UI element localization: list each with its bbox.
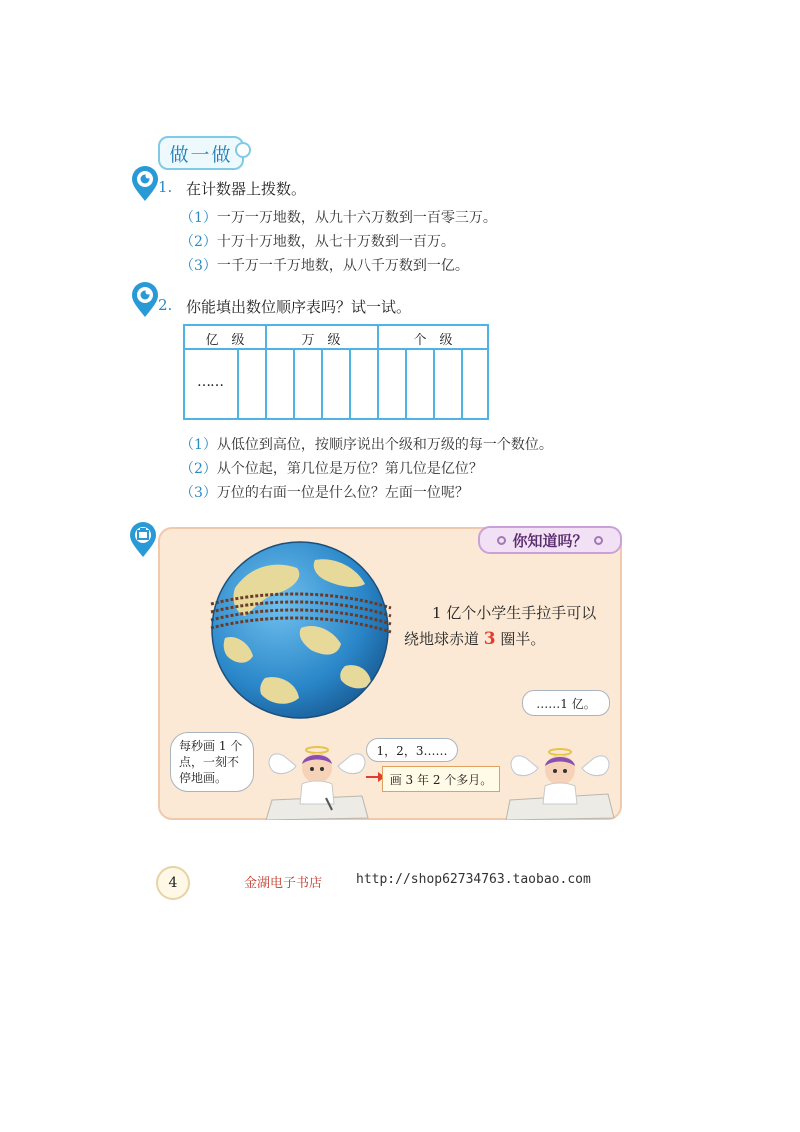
q2-number: 2. — [158, 296, 173, 314]
q1-number: 1. — [158, 178, 173, 196]
badge-dot-icon — [594, 536, 603, 545]
q1-item-2 — [180, 231, 455, 251]
speech-bubble-left-text: 每秒画 1 个点，一刻不停地画。 — [179, 739, 243, 785]
info-marker-icon — [128, 522, 158, 558]
table-divider — [405, 348, 407, 418]
group-yi-label: 亿 级 — [205, 332, 245, 348]
globe-illustration — [205, 538, 395, 722]
group-wan-label: 万 级 — [301, 332, 341, 348]
duration-box-text: 画 3 年 2 个多月。 — [389, 772, 493, 787]
speech-bubble-left — [170, 732, 254, 792]
duration-box — [382, 766, 500, 792]
q1-item-1-text: 一万一万地数，从九十六万数到一百零三万。 — [216, 210, 497, 226]
angel-illustration — [262, 742, 372, 820]
section-tag — [158, 136, 244, 170]
table-divider — [461, 348, 463, 418]
question-marker-icon — [130, 166, 160, 202]
fact-line-1: 1 亿个小学生手拉手可以 — [432, 604, 597, 622]
q2-item-1-number: （1） — [180, 437, 217, 453]
q1-item-3-text: 一千万一千万地数，从八千万数到一亿。 — [216, 258, 469, 274]
badge-dot-icon — [497, 536, 506, 545]
fact-line-2-pre: 绕地球赤道 — [404, 630, 484, 648]
q1-text: 在计数器上拨数。 — [186, 180, 307, 198]
speech-bubble-end-text: ……1 亿。 — [536, 696, 596, 711]
q2-item-1 — [180, 434, 553, 454]
table-divider — [321, 348, 323, 418]
footer-shop-name: 金湖电子书店 — [244, 876, 323, 891]
q1-item-3 — [180, 255, 469, 275]
q1-item-1-number: （1） — [180, 210, 217, 226]
q1-item-2-text: 十万十万地数，从七十万数到一百万。 — [216, 234, 455, 250]
q1-item-1 — [180, 207, 497, 227]
q2-item-2-text: 从个位起，第几位是万位？第几位是亿位？ — [216, 461, 483, 477]
section-tag-tail — [235, 142, 251, 158]
footer-url[interactable]: http://shop62734763.taobao.com — [356, 872, 591, 887]
q2-item-3 — [180, 482, 469, 502]
q2-item-2 — [180, 458, 483, 478]
q1-item-2-number: （2） — [180, 234, 217, 250]
table-ellipsis: …… — [197, 374, 223, 390]
q1-item-3-number: （3） — [180, 258, 217, 274]
q2-item-3-number: （3） — [180, 485, 217, 501]
angel-illustration — [504, 744, 616, 820]
q2-item-1-text: 从低位到高位，按顺序说出个级和万级的每一个数位。 — [216, 437, 553, 453]
speech-bubble-count-text: 1，2，3…… — [376, 743, 448, 758]
speech-bubble-count — [366, 738, 458, 762]
fact-highlight-number: 3 — [483, 629, 496, 649]
speech-bubble-end — [522, 690, 610, 716]
place-value-table — [183, 324, 489, 420]
fact-line-2-post: 圈半。 — [495, 630, 546, 648]
page-number: 4 — [168, 875, 178, 891]
fact-line-2 — [404, 626, 545, 652]
did-you-know-label: 你知道吗？ — [512, 531, 588, 550]
table-divider — [237, 348, 239, 418]
page-number-badge — [156, 866, 190, 900]
group-ge-label: 个 级 — [413, 332, 453, 348]
question-marker-icon — [130, 282, 160, 318]
section-tag-label: 做一做 — [169, 143, 233, 166]
table-divider — [293, 348, 295, 418]
table-divider — [265, 326, 267, 418]
q2-text: 你能填出数位顺序表吗？试一试。 — [186, 298, 412, 316]
q2-item-2-number: （2） — [180, 461, 217, 477]
q2-item-3-text: 万位的右面一位是什么位？左面一位呢？ — [216, 485, 469, 501]
table-divider — [377, 326, 379, 418]
place-value-table-header — [185, 326, 487, 350]
table-divider — [433, 348, 435, 418]
did-you-know-badge — [478, 526, 622, 554]
table-divider — [349, 348, 351, 418]
